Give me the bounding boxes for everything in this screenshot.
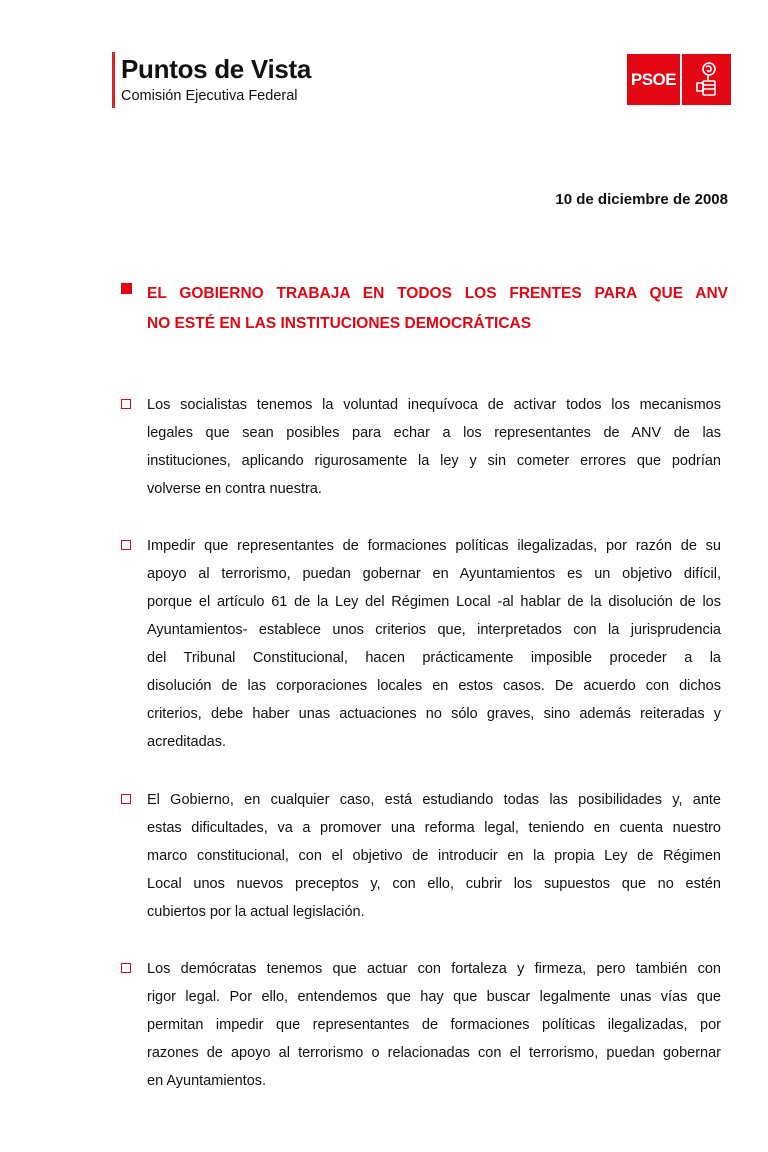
document-title: Puntos de Vista	[121, 54, 312, 84]
heading-line: EL GOBIERNO TRABAJA EN TODOS LOS FRENTES PARA QUE ANV	[147, 285, 728, 302]
text-line: Impedir que representantes de formaciones políticas ilegalizadas, por razón de su	[147, 538, 721, 554]
checkbox-bullet-icon	[121, 540, 131, 550]
text-line: criterios, debe haber unas actuaciones no sólo graves, sino además reiteradas y	[147, 706, 721, 722]
logo-text: PSOE	[627, 54, 680, 105]
text-line: apoyo al terrorismo, puedan gobernar en Ayuntamientos es un objetivo difícil,	[147, 566, 721, 582]
section-heading	[121, 279, 728, 339]
text-line: permitan impedir que representantes de formaciones políticas ilegalizadas, por	[147, 1017, 721, 1033]
psoe-logo	[627, 54, 731, 105]
text-line: estas dificultades, va a promover una reforma legal, teniendo en cuenta nuestro	[147, 820, 721, 836]
checkbox-bullet-icon	[121, 963, 131, 973]
text-line: volverse en contra nuestra.	[147, 481, 322, 497]
rose-fist-icon	[682, 54, 731, 105]
text-line: legales que sean posibles para echar a los representantes de ANV de las	[147, 425, 721, 441]
text-line: Los demócratas tenemos que actuar con fortaleza y firmeza, pero también con	[147, 961, 721, 977]
text-line: del Tribunal Constitucional, hacen prácticamente imposible proceder a la	[147, 650, 721, 666]
paragraph-2	[121, 532, 721, 756]
text-line: Ayuntamientos- establece unos criterios que, interpretados con la jurisprudencia	[147, 622, 721, 638]
filled-square-bullet-icon	[121, 283, 132, 294]
document-subtitle: Comisión Ejecutiva Federal	[121, 88, 298, 104]
text-line: disolución de las corporaciones locales en estos casos. De acuerdo con dichos	[147, 678, 721, 694]
document-date: 10 de diciembre de 2008	[555, 191, 728, 208]
text-line: cubiertos por la actual legislación.	[147, 904, 365, 920]
paragraph-4	[121, 955, 721, 1095]
text-line: instituciones, aplicando rigurosamente la ley y sin cometer errores que podrían	[147, 453, 721, 469]
text-line: marco constitucional, con el objetivo de introducir en la propia Ley de Régimen	[147, 848, 721, 864]
paragraph-3	[121, 786, 721, 926]
heading-line: NO ESTÉ EN LAS INSTITUCIONES DEMOCRÁTICAS	[147, 315, 532, 332]
paragraph-1	[121, 391, 721, 503]
checkbox-bullet-icon	[121, 794, 131, 804]
checkbox-bullet-icon	[121, 399, 131, 409]
text-line: El Gobierno, en cualquier caso, está estudiando todas las posibilidades y, ante	[147, 792, 721, 808]
text-line: razones de apoyo al terrorismo o relacionadas con el terrorismo, puedan gobernar	[147, 1045, 721, 1061]
text-line: rigor legal. Por ello, entendemos que hay que buscar legalmente unas vías que	[147, 989, 721, 1005]
text-line: acreditadas.	[147, 734, 226, 750]
text-line: en Ayuntamientos.	[147, 1073, 267, 1089]
header-accent-bar	[112, 52, 115, 108]
text-line: Los socialistas tenemos la voluntad inequívoca de activar todos los mecanismos	[147, 397, 721, 413]
text-line: Local unos nuevos preceptos y, con ello, cubrir los supuestos que no estén	[147, 876, 721, 892]
text-line: porque el artículo 61 de la Ley del Régimen Local -al hablar de la disolución de los	[147, 594, 721, 610]
